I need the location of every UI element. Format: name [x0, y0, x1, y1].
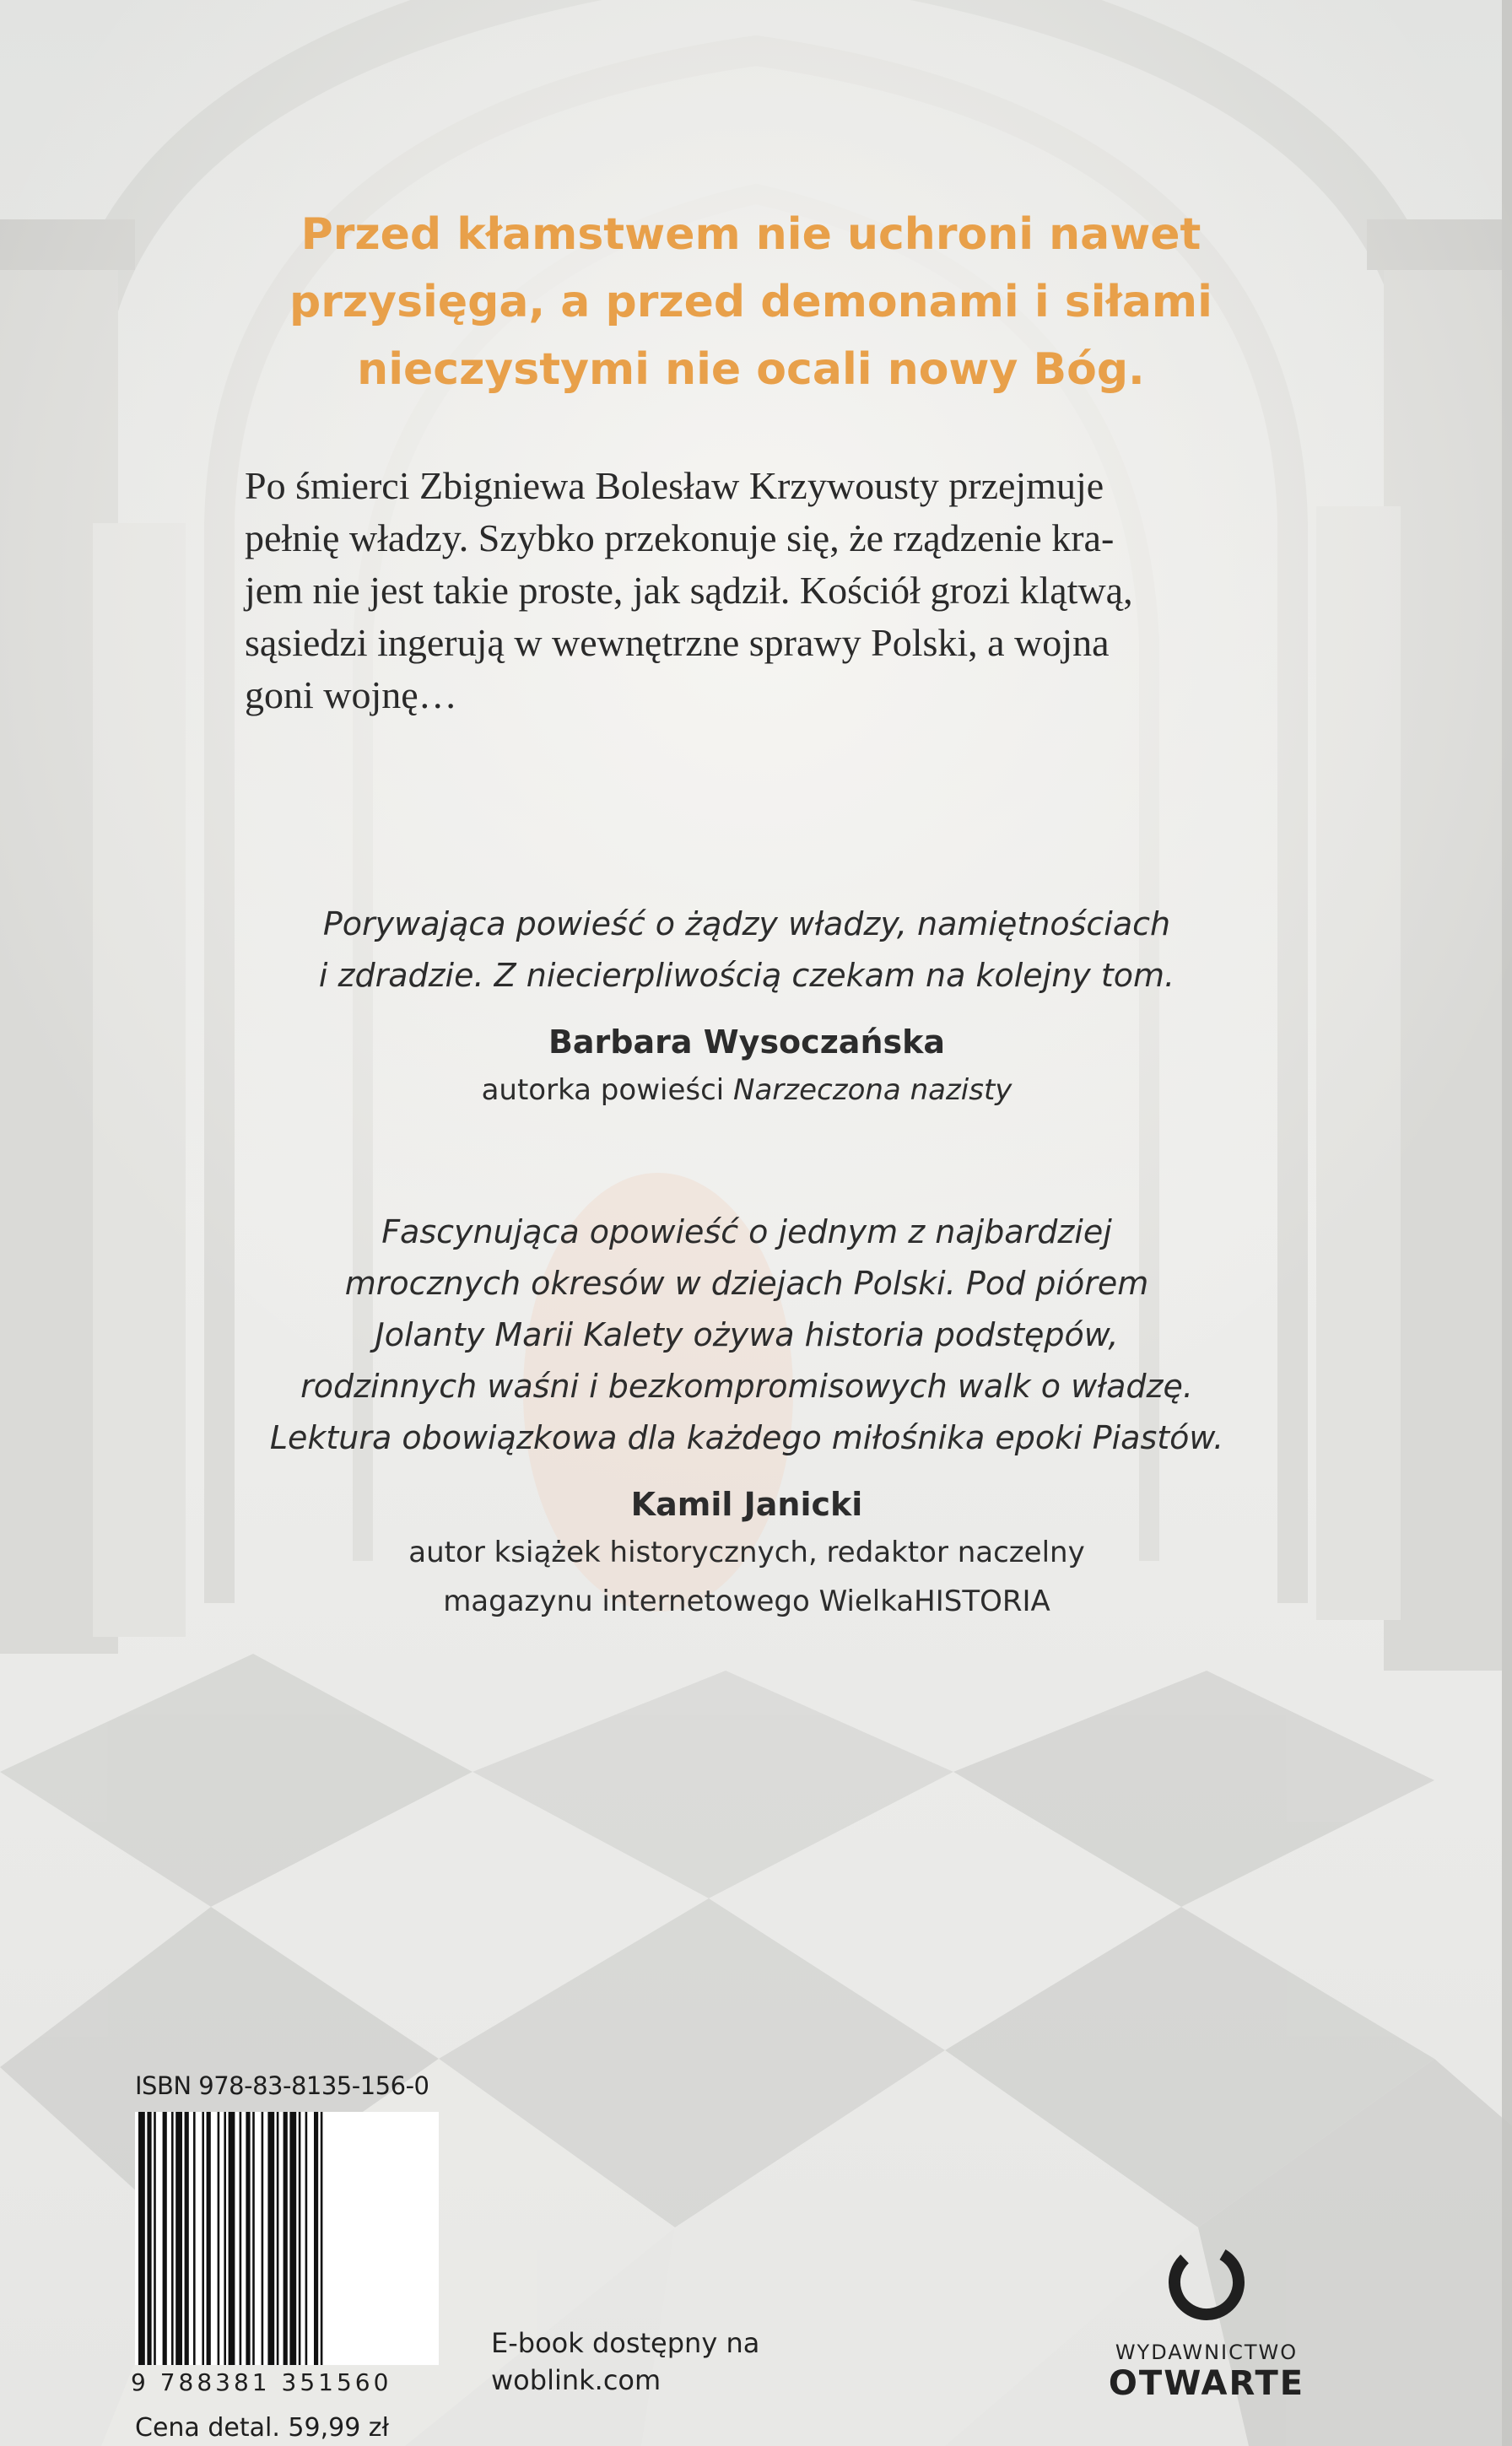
role-line: magazynu internetowego WielkaHISTORIA: [443, 1585, 1050, 1618]
quote-line: Fascynująca opowieść o jednym z najbardziej: [381, 1213, 1112, 1250]
role-book-title: Narzeczona nazisty: [733, 1073, 1012, 1107]
barcode-bar: [314, 2112, 318, 2365]
barcode-bar: [252, 2112, 255, 2365]
role-prefix: autorka powieści: [481, 1073, 734, 1107]
isbn-number: ISBN 978-83-8135-156-0: [135, 2071, 429, 2100]
quote-line: rodzinnych waśni i bezkompromisowych walk o władzę.: [300, 1368, 1193, 1405]
quote-author-role: [219, 1528, 1274, 1626]
role-line: autor książek historycznych, redaktor naczelny: [408, 1536, 1085, 1569]
review-quote-1: [219, 899, 1274, 1115]
book-blurb: [245, 460, 1249, 721]
blurb-line: Po śmierci Zbigniewa Bolesław Krzywousty przejmuje: [245, 464, 1104, 507]
barcode-bar: [321, 2112, 323, 2365]
barcode-bar: [229, 2112, 235, 2365]
quote-author-role: [219, 1066, 1274, 1115]
quote-line: mrocznych okresów w dziejach Polski. Pod piórem: [344, 1265, 1149, 1302]
tagline-line: Przed kłamstwem nie uchroni nawet: [300, 209, 1202, 260]
quote-line: i zdradzie. Z niecierpliwością czekam na kolejny tom.: [318, 957, 1175, 994]
blurb-line: sąsiedzi ingerują w wewnętrzne sprawy Polski, a wojna: [245, 621, 1110, 664]
barcode-bar: [299, 2112, 301, 2365]
blurb-line: goni wojnę…: [245, 673, 457, 716]
barcode-bar: [289, 2112, 296, 2365]
retail-price: Cena detal. 59,99 zł: [135, 2413, 390, 2443]
barcode-bar: [240, 2112, 242, 2365]
ebook-link: woblink.com: [491, 2364, 662, 2396]
blurb-line: jem nie jest takie proste, jak sądził. Kościół grozi klątwą,: [245, 569, 1133, 612]
barcode-bar: [284, 2112, 288, 2365]
barcode-bar: [147, 2112, 151, 2365]
quote-author: Kamil Janicki: [630, 1486, 863, 1523]
barcode: [135, 2112, 439, 2365]
barcode-bar: [218, 2112, 220, 2365]
barcode-bar: [224, 2112, 226, 2365]
quote-line: Lektura obowiązkowa dla każdego miłośnika epoki Piastów.: [269, 1419, 1224, 1456]
tagline-line: nieczystymi nie ocali nowy Bóg.: [357, 344, 1145, 395]
barcode-bar: [185, 2112, 189, 2365]
ebook-line: E-book dostępny na: [491, 2327, 760, 2359]
barcode-digits: 9 788381 351560: [131, 2368, 392, 2396]
quote-author: Barbara Wysoczańska: [548, 1023, 946, 1061]
publisher-label: WYDAWNICTWO: [1115, 2341, 1299, 2364]
ebook-info: [491, 2325, 759, 2399]
barcode-bar: [193, 2112, 196, 2365]
quote-line: Jolanty Marii Kalety ożywa historia podstępów,: [375, 1316, 1119, 1353]
tagline: [253, 201, 1249, 403]
quote-text: [219, 1207, 1274, 1464]
quote-line: Porywająca powieść o żądzy władzy, namiętnościach: [322, 905, 1171, 942]
publisher-logo: [1088, 2236, 1325, 2403]
barcode-bar: [171, 2112, 174, 2365]
blurb-line: pełnię władzy. Szybko przekonuje się, że rządzenie kra-: [245, 516, 1115, 559]
barcode-bar: [154, 2112, 156, 2365]
barcode-bar: [305, 2112, 308, 2365]
barcode-bar: [176, 2112, 182, 2365]
barcode-bar: [138, 2112, 145, 2365]
barcode-bar: [246, 2112, 250, 2365]
isbn-block: [131, 2071, 443, 2443]
publisher-name: OTWARTE: [1108, 2364, 1305, 2403]
barcode-bar: [262, 2112, 264, 2365]
barcode-bar: [207, 2112, 211, 2365]
barcode-bar: [277, 2112, 279, 2365]
barcode-bar: [267, 2112, 274, 2365]
barcode-bar: [163, 2112, 167, 2365]
otwarte-circle-logo-icon: [1160, 2236, 1253, 2329]
quote-text: [219, 899, 1274, 1002]
barcode-bar: [202, 2112, 204, 2365]
review-quote-2: [219, 1207, 1274, 1626]
tagline-line: przysięga, a przed demonami i siłami: [289, 277, 1212, 327]
